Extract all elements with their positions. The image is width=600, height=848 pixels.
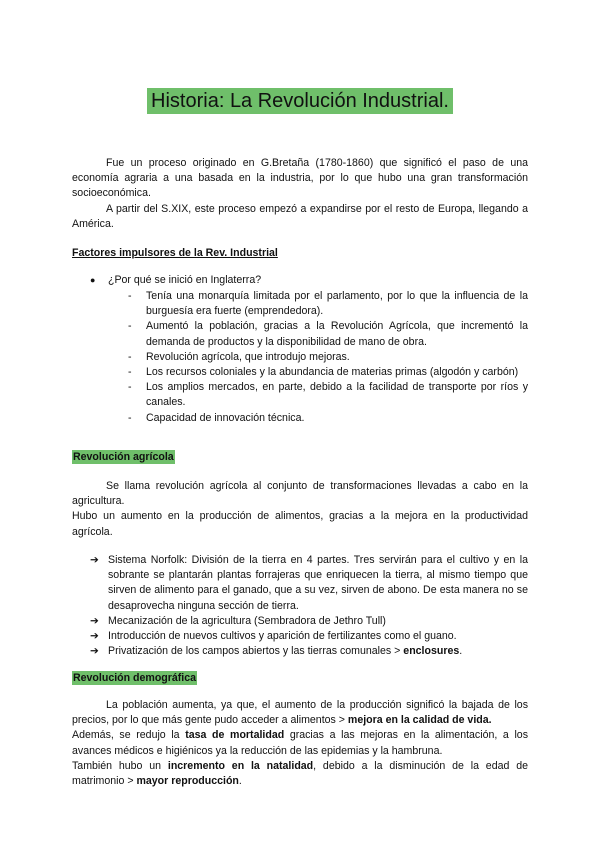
- list-item: [128, 411, 528, 426]
- reproduccion-term: mayor reproducción: [136, 775, 239, 788]
- list-item: [128, 319, 528, 349]
- dash-icon: -: [128, 350, 132, 363]
- demografica-p1-text: La población aumenta, ya que, el aumento de la producción significó la bajada de los precios, por lo que más gente pudo acceder a alimentos >: [72, 699, 528, 727]
- demografica-p3-text-c: .: [238, 775, 242, 788]
- list-item-text: Sistema Norfolk: División de la tierra en 4 partes. Tres servirán para el cultivo y en la sobrante se plantarán plantas forrajeras que enriquecen la tierra, al mismo tiempo que sirven de alimento para el ganado, que a su vez, sirven de abono. De esta manera no se desaprovecha ninguna sección de tierra.: [108, 554, 528, 612]
- enclosures-term: enclosures: [403, 645, 460, 658]
- demografica-p2-text-b: gracias a las mejoras en la alimentación, a los avances médicos e higiénicos ya la reducción de las epidemias y la hambruna.: [72, 729, 528, 757]
- list-item-text: Aumentó la población, gracias a la Revolución Agrícola, que incrementó la demanda de productos y la disponibilidad de mano de obra.: [146, 320, 528, 348]
- question-text: ¿Por qué se inició en Inglaterra?: [108, 274, 262, 286]
- arrow-right-icon: ➔: [90, 614, 99, 627]
- intro-paragraph-2: A partir del S.XIX, este proceso empezó a expandirse por el resto de Europa, llegando a América.: [72, 202, 528, 230]
- arrow-right-icon: ➔: [90, 645, 99, 658]
- list-item: [90, 553, 528, 614]
- demografica-p3-text-a: También hubo un: [72, 759, 168, 772]
- demografica-text: [72, 698, 528, 789]
- demografica-heading: Revolución demográfica: [73, 672, 197, 684]
- list-item: [90, 629, 528, 644]
- agricola-paragraph-2: Hubo un aumento en la producción de alimentos, gracias a la mejora en la productividad agrícola.: [72, 510, 528, 538]
- list-item: [128, 350, 528, 365]
- agricola-paragraph-1: Se llama revolución agrícola al conjunto de transformaciones llevadas a cabo en la agricultura.: [72, 480, 528, 508]
- factores-list: [128, 289, 528, 426]
- list-item-text: Revolución agrícola, que introdujo mejoras.: [146, 350, 350, 363]
- demografica-paragraph-3: [72, 759, 528, 789]
- title-wrapper: [0, 88, 600, 114]
- list-item: [128, 289, 528, 319]
- dash-icon: -: [128, 381, 132, 394]
- list-item-text-suffix: .: [459, 645, 463, 658]
- arrow-right-icon: ➔: [90, 554, 99, 566]
- bullet-icon: ●: [90, 275, 96, 285]
- dash-icon: -: [128, 411, 132, 424]
- demografica-p2-text-a: Además, se redujo la: [72, 729, 186, 742]
- factores-heading: Factores impulsores de la Rev. Industrial: [72, 247, 278, 259]
- agricola-text: [72, 479, 528, 540]
- calidad-vida-term: mejora en la calidad de vida.: [347, 714, 492, 727]
- list-item-text: Los amplios mercados, en parte, debido a la facilidad de transporte por ríos y canales.: [146, 381, 528, 409]
- list-item-text: Capacidad de innovación técnica.: [146, 411, 305, 424]
- dash-icon: -: [128, 320, 132, 333]
- list-item-text: [108, 645, 462, 657]
- list-item: [128, 380, 528, 410]
- list-item: [90, 644, 528, 659]
- list-item-text-prefix: Privatización de los campos abiertos y las tierras comunales >: [108, 645, 404, 658]
- demografica-p3-text-b: , debido a la disminución de la edad de matrimonio >: [72, 759, 528, 788]
- factores-question: [90, 273, 261, 288]
- intro-section: [72, 156, 528, 232]
- natalidad-term: incremento en la natalidad: [167, 759, 314, 772]
- arrow-right-icon: ➔: [90, 630, 99, 643]
- list-item-text: Los recursos coloniales y la abundancia de materias primas (algodón y carbón): [146, 366, 519, 379]
- dash-icon: -: [128, 366, 132, 379]
- demografica-paragraph-1: [72, 698, 528, 728]
- mortalidad-term: tasa de mortalidad: [185, 729, 285, 742]
- agricola-list: [90, 553, 528, 659]
- list-item-text: Introducción de nuevos cultivos y aparición de fertilizantes como el guano.: [108, 630, 457, 643]
- list-item: [128, 365, 528, 380]
- intro-paragraph-1: Fue un proceso originado en G.Bretaña (1780-1860) que significó el paso de una economía agraria a una basada en la industria, por lo que hubo una gran transformación socioeconómica.: [72, 157, 528, 200]
- list-item-text: Mecanización de la agricultura (Sembradora de Jethro Tull): [108, 614, 386, 627]
- demografica-paragraph-2: [72, 728, 528, 758]
- page-title: Historia: La Revolución Industrial.: [147, 88, 453, 114]
- agricola-heading: Revolución agrícola: [73, 451, 174, 463]
- dash-icon: -: [128, 290, 132, 302]
- list-item: [90, 614, 528, 629]
- list-item-text: Tenía una monarquía limitada por el parlamento, por lo que la influencia de la burguesía era fuerte (emprendedora).: [146, 290, 528, 318]
